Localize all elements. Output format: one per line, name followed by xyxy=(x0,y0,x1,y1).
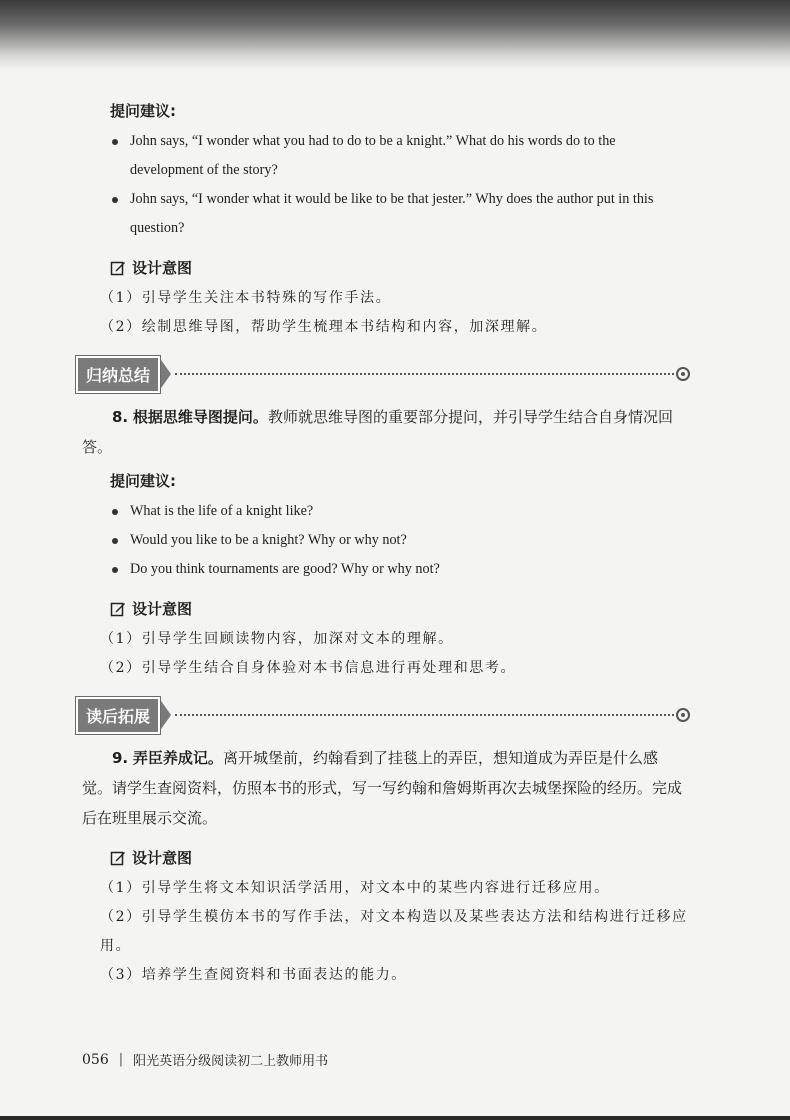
banner-dotted-line xyxy=(175,714,674,716)
list-item: Do you think tournaments are good? Why or why not? xyxy=(110,555,690,584)
design-intent-item: （3）培养学生查阅资料和书面表达的能力。 xyxy=(100,967,407,983)
section-banner-extension xyxy=(76,695,690,735)
banner-arrow xyxy=(159,357,171,391)
page-top-shadow xyxy=(0,0,790,70)
banner-arrow xyxy=(159,698,171,732)
activity-paragraph xyxy=(82,402,682,462)
list-item: John says, “I wonder what it would be like to be that jester.” Why does the author put in this question? xyxy=(110,185,690,243)
design-intent-item: （1）引导学生将文本知识活学活用，对文本中的某些内容进行迁移应用。 xyxy=(100,880,610,896)
activity-title: 弄臣养成记。 xyxy=(132,749,223,767)
design-intent-item: （2）引导学生模仿本书的写作手法，对文本构造以及某些表达方法和结构进行迁移应用。 xyxy=(100,909,688,954)
section-label: 读后拓展 xyxy=(76,697,160,734)
design-intent-title: 设计意图 xyxy=(110,847,690,868)
activity-number: 8. xyxy=(112,408,129,426)
page-number: 056 xyxy=(82,1051,109,1068)
list-item: Would you like to be a knight? Why or why not? xyxy=(110,526,690,555)
bullet-icon xyxy=(112,139,118,145)
bullet-icon xyxy=(112,567,118,573)
section-banner-summary xyxy=(76,354,690,394)
activity-text: 教师就思维导图的重要部分提问，并引导学生结合自身情况回答。 xyxy=(82,408,673,456)
bullet-icon xyxy=(112,509,118,515)
document-page xyxy=(82,92,690,990)
question-suggestion-heading: 提问建议: xyxy=(110,102,176,120)
banner-end-icon xyxy=(676,708,690,722)
page-footer xyxy=(82,1050,328,1069)
question-suggestion-heading: 提问建议: xyxy=(110,472,176,490)
bullet-icon xyxy=(112,538,118,544)
section-label: 归纳总结 xyxy=(76,356,160,393)
activity-paragraph xyxy=(82,743,682,833)
design-intent-item: （1）引导学生关注本书特殊的写作手法。 xyxy=(100,290,392,306)
page-bottom-border xyxy=(0,1116,790,1120)
edit-icon xyxy=(110,850,126,866)
footer-separator: | xyxy=(118,1052,124,1067)
activity-text: 离开城堡前，约翰看到了挂毯上的弄臣，想知道成为弄臣是什么感觉。请学生查阅资料，仿照本书的形式，写一写约翰和詹姆斯再次去城堡探险的经历。完成后在班里展示交流。 xyxy=(82,749,683,827)
list-item: What is the life of a knight like? xyxy=(110,497,690,526)
design-intent-title: 设计意图 xyxy=(110,257,690,278)
design-intent-item: （1）引导学生回顾读物内容，加深对文本的理解。 xyxy=(100,631,454,647)
banner-end-icon xyxy=(676,367,690,381)
edit-icon xyxy=(110,260,126,276)
edit-icon xyxy=(110,601,126,617)
question-list xyxy=(110,127,690,243)
question-list xyxy=(110,497,690,584)
design-intent-title: 设计意图 xyxy=(110,598,690,619)
bullet-icon xyxy=(112,197,118,203)
activity-title: 根据思维导图提问。 xyxy=(132,408,268,426)
design-intent-item: （2）引导学生结合自身体验对本书信息进行再处理和思考。 xyxy=(100,660,517,676)
book-title: 阳光英语分级阅读初二上教师用书 xyxy=(133,1054,329,1069)
design-intent-item: （2）绘制思维导图，帮助学生梳理本书结构和内容，加深理解。 xyxy=(100,319,548,335)
banner-dotted-line xyxy=(175,373,674,375)
list-item: John says, “I wonder what you had to do to be a knight.” What do his words do to the development of the story? xyxy=(110,127,690,185)
activity-number: 9. xyxy=(112,749,129,767)
